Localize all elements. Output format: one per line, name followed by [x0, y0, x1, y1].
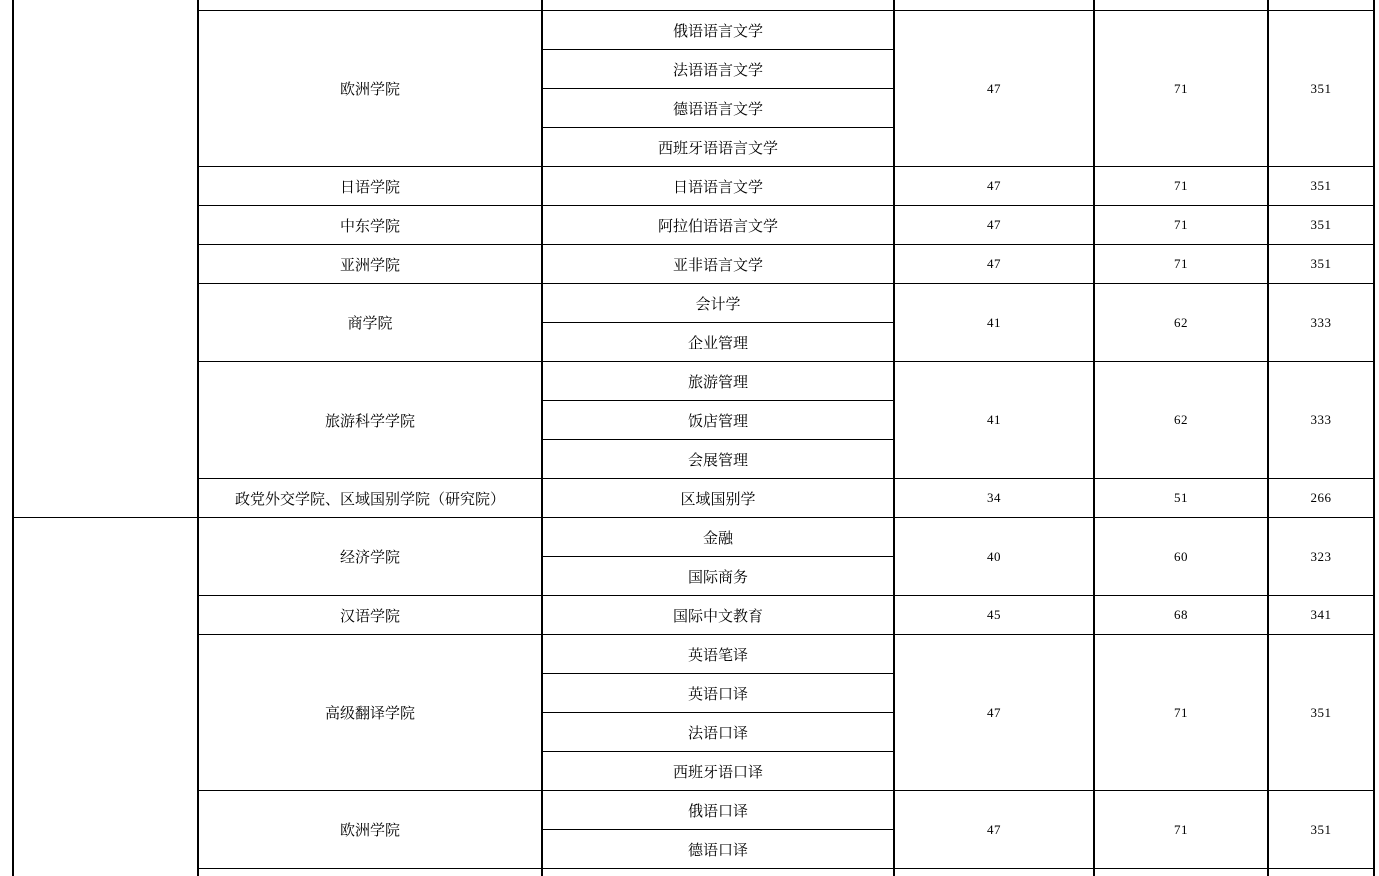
score-cell: 47 [894, 167, 1094, 206]
total-score-cell: 351 [1268, 245, 1374, 284]
college-cell: 欧洲学院 [198, 791, 542, 869]
partial-college-cell [198, 869, 542, 876]
partial-score-cell [1094, 0, 1268, 11]
college-cell: 亚洲学院 [198, 245, 542, 284]
score-cell: 34 [894, 479, 1094, 518]
major-cell: 俄语口译 [542, 791, 894, 830]
major-cell: 日语语言文学 [542, 167, 894, 206]
major-cell: 西班牙语语言文学 [542, 128, 894, 167]
major-cell: 法语口译 [542, 713, 894, 752]
college-cell: 欧洲学院 [198, 11, 542, 167]
score-cell: 71 [1094, 167, 1268, 206]
score-cell: 45 [894, 596, 1094, 635]
score-table-body [13, 0, 1374, 876]
major-cell: 企业管理 [542, 323, 894, 362]
college-cell: 高级翻译学院 [198, 635, 542, 791]
total-score-cell: 333 [1268, 362, 1374, 479]
category-cell [13, 518, 198, 876]
major-cell: 英语笔译 [542, 635, 894, 674]
category-cell [13, 0, 198, 518]
college-cell: 政党外交学院、区域国别学院（研究院） [198, 479, 542, 518]
score-cell: 47 [894, 791, 1094, 869]
score-cell: 71 [1094, 11, 1268, 167]
score-cell: 62 [1094, 284, 1268, 362]
score-cell: 47 [894, 11, 1094, 167]
major-cell: 会计学 [542, 284, 894, 323]
score-cell: 41 [894, 284, 1094, 362]
partial-college-cell [198, 0, 542, 11]
major-cell: 亚非语言文学 [542, 245, 894, 284]
score-cell: 62 [1094, 362, 1268, 479]
score-cell: 71 [1094, 245, 1268, 284]
score-cell: 47 [894, 206, 1094, 245]
score-cell: 60 [1094, 518, 1268, 596]
major-cell: 会展管理 [542, 440, 894, 479]
partial-score-cell [894, 869, 1094, 876]
major-cell: 阿拉伯语语言文学 [542, 206, 894, 245]
score-cell: 41 [894, 362, 1094, 479]
score-table [12, 0, 1375, 876]
score-cell: 47 [894, 635, 1094, 791]
major-cell: 德语语言文学 [542, 89, 894, 128]
partial-score-cell [1268, 0, 1374, 11]
college-cell: 汉语学院 [198, 596, 542, 635]
total-score-cell: 333 [1268, 284, 1374, 362]
total-score-cell: 351 [1268, 635, 1374, 791]
major-cell: 英语口译 [542, 674, 894, 713]
partial-major-cell [542, 0, 894, 11]
college-cell: 经济学院 [198, 518, 542, 596]
major-cell: 饭店管理 [542, 401, 894, 440]
score-cell: 71 [1094, 791, 1268, 869]
major-cell: 西班牙语口译 [542, 752, 894, 791]
college-cell: 商学院 [198, 284, 542, 362]
major-cell: 德语口译 [542, 830, 894, 869]
score-cell: 71 [1094, 206, 1268, 245]
total-score-cell: 266 [1268, 479, 1374, 518]
major-cell: 区域国别学 [542, 479, 894, 518]
partial-major-cell [542, 869, 894, 876]
major-cell: 旅游管理 [542, 362, 894, 401]
total-score-cell: 323 [1268, 518, 1374, 596]
major-cell: 俄语语言文学 [542, 11, 894, 50]
major-cell: 金融 [542, 518, 894, 557]
college-cell: 旅游科学学院 [198, 362, 542, 479]
major-cell: 国际商务 [542, 557, 894, 596]
total-score-cell: 351 [1268, 11, 1374, 167]
total-score-cell: 351 [1268, 206, 1374, 245]
total-score-cell: 351 [1268, 167, 1374, 206]
partial-score-cell [1094, 869, 1268, 876]
score-cell: 47 [894, 245, 1094, 284]
total-score-cell: 351 [1268, 791, 1374, 869]
score-cell: 71 [1094, 635, 1268, 791]
college-cell: 日语学院 [198, 167, 542, 206]
total-score-cell: 341 [1268, 596, 1374, 635]
partial-score-cell [894, 0, 1094, 11]
major-cell: 国际中文教育 [542, 596, 894, 635]
score-cell: 51 [1094, 479, 1268, 518]
major-cell: 法语语言文学 [542, 50, 894, 89]
score-cell: 68 [1094, 596, 1268, 635]
partial-score-cell [1268, 869, 1374, 876]
score-cell: 40 [894, 518, 1094, 596]
college-cell: 中东学院 [198, 206, 542, 245]
